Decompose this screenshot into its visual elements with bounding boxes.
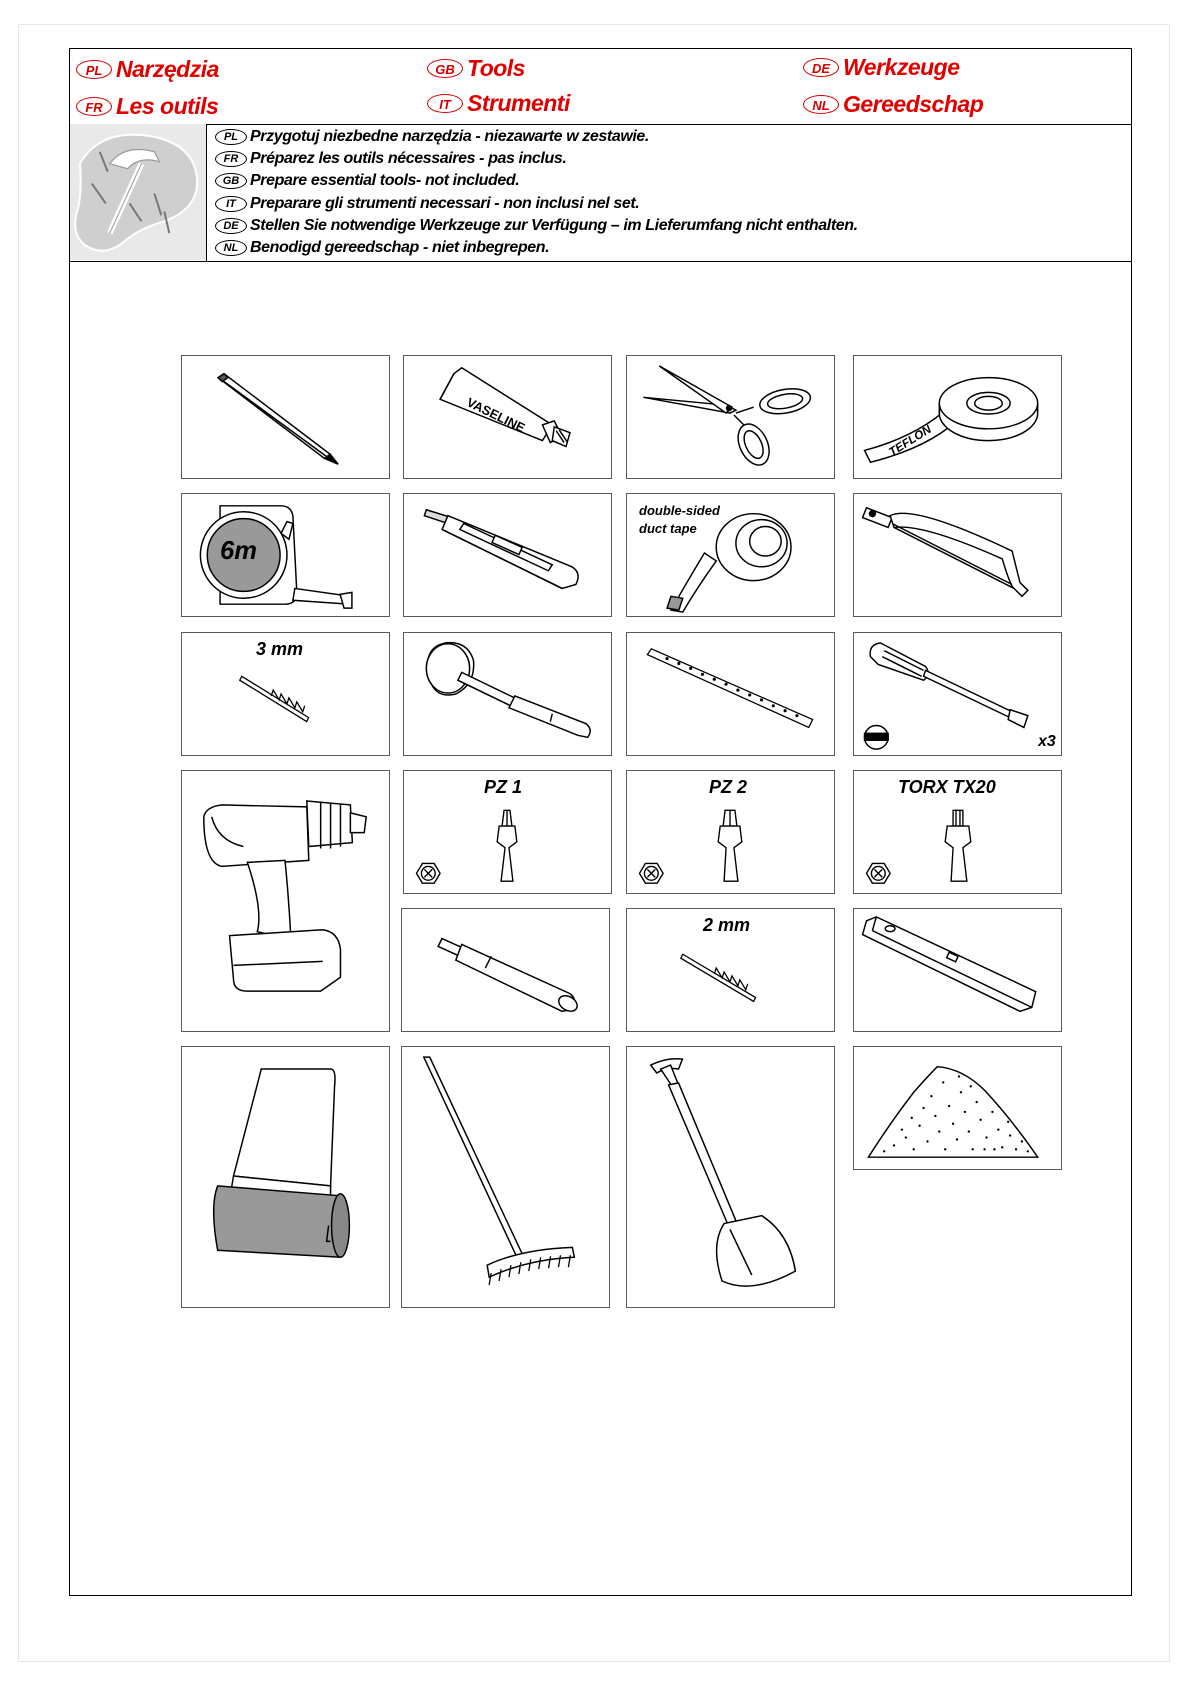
teflon-label: TEFLON xyxy=(886,422,934,459)
tool-pencil xyxy=(181,355,390,479)
bit-holder-icon xyxy=(402,909,609,1031)
info-row xyxy=(70,124,1131,262)
lang-badge-fr: FR xyxy=(215,151,247,167)
instruction-text-it: Preparare gli strumenti necessari - non inclusi nel set. xyxy=(250,194,640,212)
instruction-lines xyxy=(215,126,1123,259)
title-text-pl: Narzędzia xyxy=(116,55,219,82)
instruction-text-fr: Préparez les outils nécessaires - pas inclus. xyxy=(250,150,567,168)
flat-screwdriver-icon xyxy=(854,633,1061,755)
tool-flat-screwdriver xyxy=(853,632,1062,756)
tape-measure-label: 6m xyxy=(220,536,258,565)
lang-badge-gb: GB xyxy=(215,173,247,189)
tool-rubber-mallet xyxy=(403,632,612,756)
tool-scissors xyxy=(626,355,835,479)
tool-cordless-drill xyxy=(181,770,390,1032)
tools-bag-icon xyxy=(70,124,206,260)
lang-badge-nl: NL xyxy=(215,240,247,256)
instruction-text-pl: Przygotuj niezbedne narzędzia - niezawarte w zestawie. xyxy=(250,128,649,146)
hacksaw-icon xyxy=(854,494,1061,616)
tool-teflon-tape xyxy=(853,355,1062,479)
spirit-level-icon xyxy=(854,909,1061,1031)
lang-badge-fr: FR xyxy=(76,97,112,116)
lang-badge-nl: NL xyxy=(803,95,839,114)
mallet-icon xyxy=(404,633,611,755)
pencil-icon xyxy=(182,356,389,478)
utility-knife-icon xyxy=(404,494,611,616)
spade-icon xyxy=(627,1047,834,1307)
tools-page-frame xyxy=(69,48,1132,1596)
vaseline-tube-icon xyxy=(404,356,611,478)
instruction-gb xyxy=(215,170,1123,192)
title-it xyxy=(427,89,570,117)
vaseline-label: VASELINE xyxy=(464,394,528,436)
lawn-roller-icon xyxy=(182,1047,389,1307)
instruction-nl xyxy=(215,237,1123,259)
pz1-label: PZ 1 xyxy=(484,777,523,797)
duct-tape-label-line2: duct tape xyxy=(639,521,697,536)
lang-badge-it: IT xyxy=(215,196,247,212)
title-text-it: Strumenti xyxy=(467,89,570,116)
tool-lawn-roller xyxy=(181,1046,390,1308)
tool-bit-torx xyxy=(853,770,1062,894)
tool-drill-bit-3mm xyxy=(181,632,390,756)
tool-utility-knife xyxy=(403,493,612,617)
lang-badge-gb: GB xyxy=(427,59,463,78)
sand-pile-icon xyxy=(854,1047,1061,1169)
title-text-gb: Tools xyxy=(467,54,525,81)
lang-badge-de: DE xyxy=(215,218,247,234)
tool-bit-holder xyxy=(401,908,610,1032)
tool-spade xyxy=(626,1046,835,1308)
duct-tape-label xyxy=(639,502,720,538)
lang-badge-de: DE xyxy=(803,58,839,77)
screwdriver-quantity: x3 xyxy=(1038,733,1056,750)
instruction-text-nl: Benodigd gereedschap - niet inbegrepen. xyxy=(250,239,550,257)
title-row xyxy=(70,49,1131,125)
teflon-tape-icon xyxy=(854,356,1061,478)
tool-spirit-level xyxy=(853,908,1062,1032)
cordless-drill-icon xyxy=(182,771,389,1031)
ruler-icon xyxy=(627,633,834,755)
tool-rake xyxy=(401,1046,610,1308)
lang-badge-pl: PL xyxy=(215,129,247,145)
tape-measure-icon xyxy=(182,494,389,616)
instruction-pl xyxy=(215,126,1123,148)
tool-duct-tape xyxy=(626,493,835,617)
lang-badge-pl: PL xyxy=(76,60,112,79)
tool-hacksaw xyxy=(853,493,1062,617)
scissors-icon xyxy=(627,356,834,478)
title-de xyxy=(803,53,960,81)
drill-bit-3mm-label: 3 mm xyxy=(256,639,304,659)
instruction-text-gb: Prepare essential tools- not included. xyxy=(250,172,520,190)
title-gb xyxy=(427,54,525,82)
instruction-it xyxy=(215,193,1123,215)
title-fr xyxy=(76,92,218,120)
drill-bit-2mm-label: 2 mm xyxy=(703,915,751,935)
tool-tape-measure xyxy=(181,493,390,617)
instruction-de xyxy=(215,215,1123,237)
rake-icon xyxy=(402,1047,609,1307)
title-text-nl: Gereedschap xyxy=(843,90,984,117)
tool-sand xyxy=(853,1046,1062,1170)
torx-label: TORX TX20 xyxy=(898,777,996,797)
tool-bit-pz1 xyxy=(403,770,612,894)
instruction-fr xyxy=(215,148,1123,170)
instruction-text-de: Stellen Sie notwendige Werkzeuge zur Verfügung – im Lieferumfang nicht enthalten. xyxy=(250,216,858,234)
tool-bit-pz2 xyxy=(626,770,835,894)
duct-tape-label-line1: double-sided xyxy=(639,503,720,518)
title-nl xyxy=(803,90,983,118)
tool-drill-bit-2mm xyxy=(626,908,835,1032)
title-text-de: Werkzeuge xyxy=(843,53,960,80)
lang-badge-it: IT xyxy=(427,94,463,113)
title-pl xyxy=(76,55,219,83)
pz2-label: PZ 2 xyxy=(709,777,748,797)
tool-vaseline xyxy=(403,355,612,479)
tools-illustration xyxy=(70,124,207,261)
title-text-fr: Les outils xyxy=(116,92,219,119)
tool-ruler xyxy=(626,632,835,756)
